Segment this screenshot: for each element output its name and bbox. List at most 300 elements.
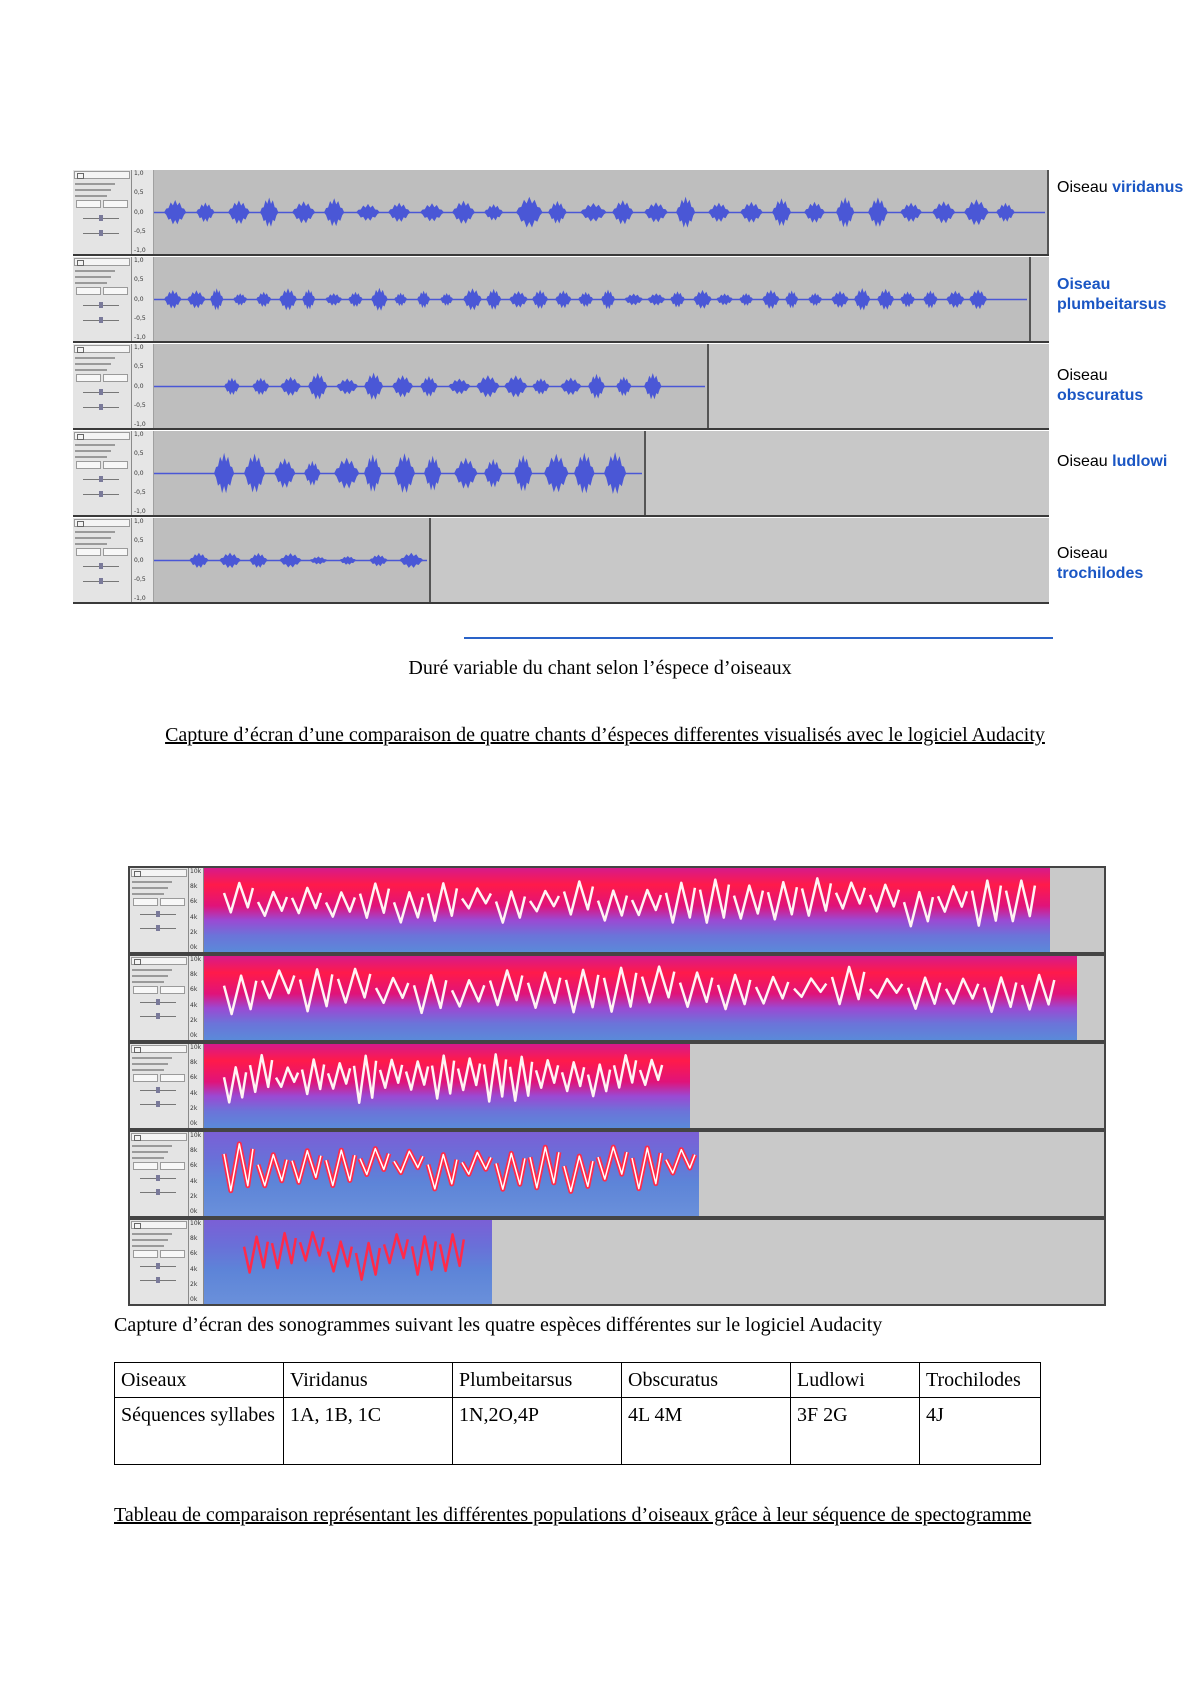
scale-tick: 0k	[190, 1296, 198, 1303]
amplitude-scale	[132, 170, 154, 254]
waveform-burst	[831, 291, 849, 308]
waveform-burst	[249, 553, 268, 568]
sonogram-caption: Capture d’écran des sonogrammes suivant les quatre espèces différentes sur le logiciel Audacity	[114, 1314, 883, 1336]
waveform-burst	[279, 553, 302, 567]
spectrogram-graph	[204, 1132, 699, 1216]
gain-slider-knob	[99, 476, 103, 482]
table-cell: 1N,2O,4P	[453, 1398, 622, 1465]
waveform-graph	[154, 257, 1031, 342]
waveform-burst	[392, 375, 413, 397]
waveform-track	[73, 431, 1049, 517]
track-info-line	[75, 369, 107, 371]
table-cell: Viridanus	[284, 1363, 453, 1398]
waveform-burst	[762, 290, 780, 309]
waveform-burst	[339, 556, 357, 565]
waveform-burst	[336, 378, 358, 394]
scale-tick: -1,0	[134, 334, 146, 341]
solo-button	[103, 200, 128, 208]
syllable-trace	[496, 892, 525, 923]
sonogram-track	[128, 1042, 1106, 1130]
pan-slider-knob	[99, 317, 103, 323]
scale-tick: 0,5	[134, 537, 144, 545]
syllable-trace	[598, 891, 627, 921]
waveform-burst	[932, 201, 955, 223]
mute-button	[133, 1074, 158, 1082]
scale-tick: -0,5	[134, 575, 146, 583]
amplitude-scale	[132, 431, 154, 515]
waveform-burst	[356, 204, 380, 221]
label-ludlowi: Oiseau ludlowi	[1057, 453, 1168, 470]
mute-button	[133, 898, 158, 906]
track-control-panel	[130, 1220, 189, 1304]
syllable-trace	[870, 979, 902, 998]
syllable-trace	[768, 882, 797, 919]
waveform-burst	[448, 379, 471, 395]
audio-clip	[154, 170, 1049, 254]
table-cell: Oiseaux	[115, 1363, 284, 1398]
pan-slider-knob	[156, 1013, 160, 1019]
table-header-row	[115, 1363, 1041, 1398]
syllable-trace	[406, 1062, 428, 1090]
solo-button	[160, 1074, 185, 1082]
waveform-burst	[693, 290, 712, 309]
syllable-trace	[380, 1060, 402, 1088]
syllable-trace	[412, 1236, 436, 1274]
waveform-burst	[604, 452, 626, 494]
scale-tick: 0,0	[134, 382, 144, 390]
track-name-menu	[131, 1133, 187, 1141]
sonogram-screenshot	[128, 866, 1106, 1306]
scale-tick: 4k	[190, 1265, 198, 1273]
table-cell: Ludlowi	[791, 1363, 920, 1398]
waveform-burst	[504, 375, 528, 397]
waveform-burst	[644, 202, 668, 222]
syllable-trace	[756, 977, 788, 1003]
spectrogram-graph	[204, 868, 1050, 952]
waveform-burst	[580, 203, 607, 222]
spectrogram	[204, 1132, 699, 1216]
waveform-burst	[228, 200, 250, 224]
gain-slider-knob	[156, 1263, 160, 1269]
scale-tick: 0,0	[134, 295, 144, 303]
waveform-graph	[154, 344, 709, 429]
syllable-trace	[244, 1237, 268, 1273]
waveform-burst	[484, 459, 502, 488]
track-info-line	[75, 270, 115, 272]
track-name-menu	[131, 1221, 187, 1229]
table-cell: 4J	[920, 1398, 1041, 1465]
track-info-line	[75, 189, 111, 191]
waveform-burst	[279, 288, 297, 310]
waveform-burst	[900, 203, 922, 222]
amplitude-scale	[132, 344, 154, 428]
pan-slider-knob	[99, 230, 103, 236]
waveform-burst	[676, 197, 695, 228]
syllable-trace	[272, 1233, 296, 1268]
waveform-burst	[187, 290, 206, 308]
track-info-line	[132, 1145, 172, 1147]
waveform-burst	[644, 373, 662, 399]
track-info-line	[75, 537, 111, 539]
waveform-burst	[484, 204, 503, 220]
waveform-burst	[996, 203, 1015, 222]
frequency-scale	[189, 1132, 204, 1216]
audio-clip	[154, 518, 431, 602]
waveform-burst	[647, 293, 666, 305]
waveform-burst	[946, 291, 965, 308]
syllable-trace	[462, 889, 491, 909]
syllable-trace	[440, 1234, 464, 1271]
table-cell: Séquences syllabes	[115, 1398, 284, 1465]
track-control-panel	[130, 956, 189, 1040]
syllable-trace	[384, 1234, 408, 1263]
gain-slider-knob	[156, 999, 160, 1005]
waveform-track	[73, 170, 1049, 256]
waveform-burst	[364, 454, 382, 492]
scale-tick: 8k	[190, 883, 198, 891]
waveform-burst	[532, 378, 550, 394]
syllable-trace	[802, 878, 831, 915]
scale-tick: 6k	[190, 898, 198, 906]
label-obscuratus: Oiseau obscuratus	[1057, 367, 1144, 404]
scale-tick: 0,0	[134, 208, 144, 216]
track-info-line	[75, 444, 115, 446]
syllable-trace	[258, 892, 287, 916]
syllable-trace	[700, 880, 729, 923]
syllable-trace	[302, 1060, 324, 1095]
waveform-burst	[868, 197, 888, 226]
scale-tick: 6k	[190, 1250, 198, 1258]
waveform-track	[73, 344, 1049, 430]
scale-tick: 10k	[190, 1132, 202, 1139]
mute-button	[133, 1162, 158, 1170]
syllable-trace	[632, 890, 661, 915]
syllable-trace	[428, 883, 457, 920]
waveform-burst	[420, 376, 438, 397]
syllable-trace	[666, 883, 695, 923]
scale-tick: -0,5	[134, 314, 146, 322]
spectrogram-graph	[204, 956, 1077, 1040]
scale-tick: 0,5	[134, 450, 144, 458]
syllable-trace	[718, 975, 750, 1009]
waveform-burst	[420, 203, 444, 221]
waveform-burst	[252, 378, 270, 395]
solo-button	[103, 461, 128, 469]
waveform-burst	[388, 203, 410, 222]
scale-tick: 10k	[190, 956, 202, 963]
syllable-trace	[566, 970, 598, 1012]
waveform-burst	[772, 198, 791, 226]
waveform-burst	[785, 290, 798, 308]
syllable-trace	[640, 1060, 662, 1085]
waveform-burst	[560, 378, 582, 396]
waveform-burst	[877, 289, 894, 310]
waveform-burst	[214, 453, 234, 494]
pan-slider-knob	[156, 925, 160, 931]
track-name-menu	[74, 258, 130, 266]
mute-button	[133, 1250, 158, 1258]
spectrogram-graph	[204, 1044, 690, 1128]
syllable-trace	[734, 886, 763, 919]
scale-tick: -1,0	[134, 508, 146, 515]
waveform-burst	[808, 293, 822, 306]
gain-slider-knob	[99, 563, 103, 569]
waveform-graph	[154, 518, 431, 603]
track-info-line	[75, 357, 115, 359]
spectrogram	[204, 1220, 492, 1304]
syllable-trace	[300, 969, 332, 1011]
syllable-trace	[224, 1067, 246, 1102]
syllable-trace	[224, 883, 253, 912]
syllable-trace	[794, 979, 826, 997]
scale-tick: 8k	[190, 971, 198, 979]
track-control-panel	[73, 431, 132, 515]
audio-clip	[154, 431, 646, 515]
waveform-burst	[244, 454, 265, 493]
scale-tick: 2k	[190, 1280, 198, 1288]
waveform-screenshot	[73, 170, 1049, 608]
waveform-burst	[260, 198, 278, 227]
waveform-burst	[900, 291, 915, 307]
waveform-burst	[334, 458, 359, 489]
syllable-trace	[588, 1065, 610, 1097]
track-info-line	[75, 456, 107, 458]
duration-line	[464, 637, 1053, 639]
syllable-trace	[276, 1068, 298, 1087]
waveform-burst	[532, 290, 548, 309]
syllable-trace	[604, 968, 636, 1012]
syllable-trace	[536, 1060, 558, 1087]
table-caption: Tableau de comparaison représentant les différentes populations d’oiseaux grâce à leur séquence de spectogramme	[114, 1504, 1032, 1526]
scale-tick: 1,0	[134, 170, 144, 177]
track-info-line	[75, 282, 107, 284]
scale-tick: 0,5	[134, 363, 144, 371]
scale-tick: -0,5	[134, 488, 146, 496]
pan-slider-knob	[156, 1189, 160, 1195]
label-trochilodes: Oiseau trochilodes	[1057, 545, 1144, 582]
syllable-trace	[300, 1232, 324, 1260]
scale-tick: 0k	[190, 944, 198, 951]
scale-tick: 8k	[190, 1235, 198, 1243]
track-control-panel	[73, 518, 132, 602]
solo-button	[103, 287, 128, 295]
waveform-burst	[233, 293, 247, 305]
syllable-trace	[1022, 975, 1054, 1009]
waveform-burst	[588, 374, 605, 399]
frequency-scale	[189, 1044, 204, 1128]
sonogram-track	[128, 866, 1106, 954]
waveform-burst	[516, 197, 543, 228]
scale-tick: 4k	[190, 1001, 198, 1009]
audio-clip	[154, 257, 1031, 341]
waveform-burst	[601, 290, 615, 310]
track-info-line	[132, 1063, 168, 1065]
scale-tick: 10k	[190, 868, 202, 875]
waveform-burst	[452, 201, 475, 224]
waveform-graph	[154, 431, 646, 516]
gain-slider-knob	[99, 302, 103, 308]
track-control-panel	[130, 1044, 189, 1128]
waveform-burst	[164, 200, 186, 224]
track-info-line	[132, 887, 168, 889]
track-info-line	[132, 1233, 172, 1235]
waveform-burst	[708, 203, 730, 222]
waveform-burst	[304, 461, 321, 486]
track-info-line	[132, 1151, 168, 1153]
syllable-trace	[224, 976, 256, 1014]
syllable-trace	[262, 971, 294, 999]
scale-tick: 8k	[190, 1059, 198, 1067]
syllable-trace	[564, 882, 593, 915]
pan-slider-knob	[156, 1101, 160, 1107]
spectrogram	[204, 956, 1077, 1040]
table-cell: 1A, 1B, 1C	[284, 1398, 453, 1465]
waveform-burst	[256, 292, 272, 307]
track-name-menu	[131, 957, 187, 965]
mute-button	[76, 200, 101, 208]
syllable-trace	[432, 1056, 454, 1099]
waveform-burst	[964, 199, 989, 225]
waveform-graph	[154, 170, 1049, 255]
waveform-burst	[574, 453, 595, 494]
scale-tick: 0k	[190, 1208, 198, 1215]
syllable-trace	[490, 971, 522, 1006]
syllable-trace	[326, 892, 355, 916]
syllable-trace	[946, 979, 978, 1004]
syllable-trace	[680, 973, 712, 1007]
waveform-burst	[394, 453, 415, 493]
syllable-trace	[836, 883, 865, 909]
track-info-line	[132, 1157, 164, 1159]
scale-tick: 2k	[190, 1104, 198, 1112]
table-cell: Plumbeitarsus	[453, 1363, 622, 1398]
track-info-line	[132, 1239, 168, 1241]
waveform-burst	[476, 375, 500, 397]
syllable-trace	[328, 1063, 350, 1088]
frequency-scale	[189, 956, 204, 1040]
scale-tick: 4k	[190, 913, 198, 921]
duration-caption: Duré variable du chant selon l’éspece d’oiseaux	[408, 657, 792, 679]
track-info-line	[132, 893, 164, 895]
track-info-line	[132, 1069, 164, 1071]
scale-tick: 6k	[190, 1074, 198, 1082]
track-info-line	[132, 969, 172, 971]
scale-tick: -1,0	[134, 421, 146, 428]
solo-button	[160, 1250, 185, 1258]
waveform-burst	[302, 289, 315, 309]
waveform-burst	[616, 377, 632, 397]
waveform-burst	[219, 553, 241, 568]
spectrogram-graph	[204, 1220, 492, 1304]
gain-slider-knob	[156, 1087, 160, 1093]
waveform-burst	[399, 553, 424, 568]
pan-slider-knob	[99, 578, 103, 584]
track-info-line	[132, 881, 172, 883]
syllable-trace	[510, 1057, 532, 1101]
waveform-burst	[836, 197, 854, 227]
waveform-burst	[189, 553, 209, 568]
waveform-burst	[578, 292, 593, 307]
track-info-line	[75, 195, 107, 197]
pan-slider-knob	[99, 404, 103, 410]
scale-tick: 1,0	[134, 257, 144, 264]
track-info-line	[132, 975, 168, 977]
syllable-trace	[1006, 881, 1035, 922]
syllable-trace	[328, 1242, 352, 1272]
track-info-line	[132, 981, 164, 983]
waveform-burst	[509, 291, 528, 308]
waveform-burst	[740, 202, 763, 223]
waveform-burst	[739, 293, 753, 306]
syllable-trace	[250, 1055, 272, 1092]
waveform-burst	[670, 291, 685, 307]
waveform-burst	[716, 293, 733, 305]
waveform-burst	[544, 454, 569, 493]
waveform-burst	[555, 290, 572, 308]
syllable-trace	[984, 978, 1016, 1012]
scale-tick: -1,0	[134, 247, 146, 254]
track-name-menu	[74, 345, 130, 353]
gain-slider-knob	[99, 389, 103, 395]
sonogram-track	[128, 1218, 1106, 1306]
syllable-trace	[642, 967, 674, 1003]
mute-button	[76, 287, 101, 295]
scale-tick: 6k	[190, 986, 198, 994]
scale-tick: 2k	[190, 1192, 198, 1200]
waveform-burst	[308, 373, 328, 400]
scale-tick: 4k	[190, 1177, 198, 1185]
waveform-burst	[440, 293, 453, 306]
syllable-trace	[338, 969, 370, 1003]
waveform-track	[73, 518, 1049, 604]
track-info-line	[75, 363, 111, 365]
syllable-trace	[356, 1243, 380, 1280]
scale-tick: 1,0	[134, 518, 144, 525]
syllable-trace	[614, 1055, 636, 1087]
waveform-burst	[348, 292, 363, 307]
track-info-line	[75, 450, 111, 452]
gain-slider-knob	[156, 1175, 160, 1181]
scale-tick: -0,5	[134, 401, 146, 409]
waveform-burst	[369, 555, 388, 567]
syllable-trace	[360, 884, 389, 918]
gain-slider-knob	[156, 911, 160, 917]
solo-button	[103, 548, 128, 556]
mute-button	[76, 461, 101, 469]
waveform-burst	[164, 290, 182, 309]
frequency-scale	[189, 1220, 204, 1304]
waveform-burst	[969, 289, 987, 309]
waveform-burst	[424, 456, 441, 491]
waveform-burst	[274, 458, 296, 488]
track-control-panel	[130, 1132, 189, 1216]
amplitude-scale	[132, 257, 154, 341]
syllable-trace	[484, 1054, 506, 1101]
waveform-burst	[463, 288, 482, 310]
track-name-menu	[74, 432, 130, 440]
waveform-burst	[364, 373, 383, 400]
syllable-trace	[292, 888, 321, 913]
frequency-scale	[189, 868, 204, 952]
syllable-trace	[394, 892, 423, 922]
track-info-line	[75, 543, 107, 545]
scale-tick: 6k	[190, 1162, 198, 1170]
track-info-line	[75, 183, 115, 185]
mute-button	[76, 374, 101, 382]
solo-button	[160, 898, 185, 906]
scale-tick: 1,0	[134, 431, 144, 438]
waveform-burst	[325, 293, 343, 306]
